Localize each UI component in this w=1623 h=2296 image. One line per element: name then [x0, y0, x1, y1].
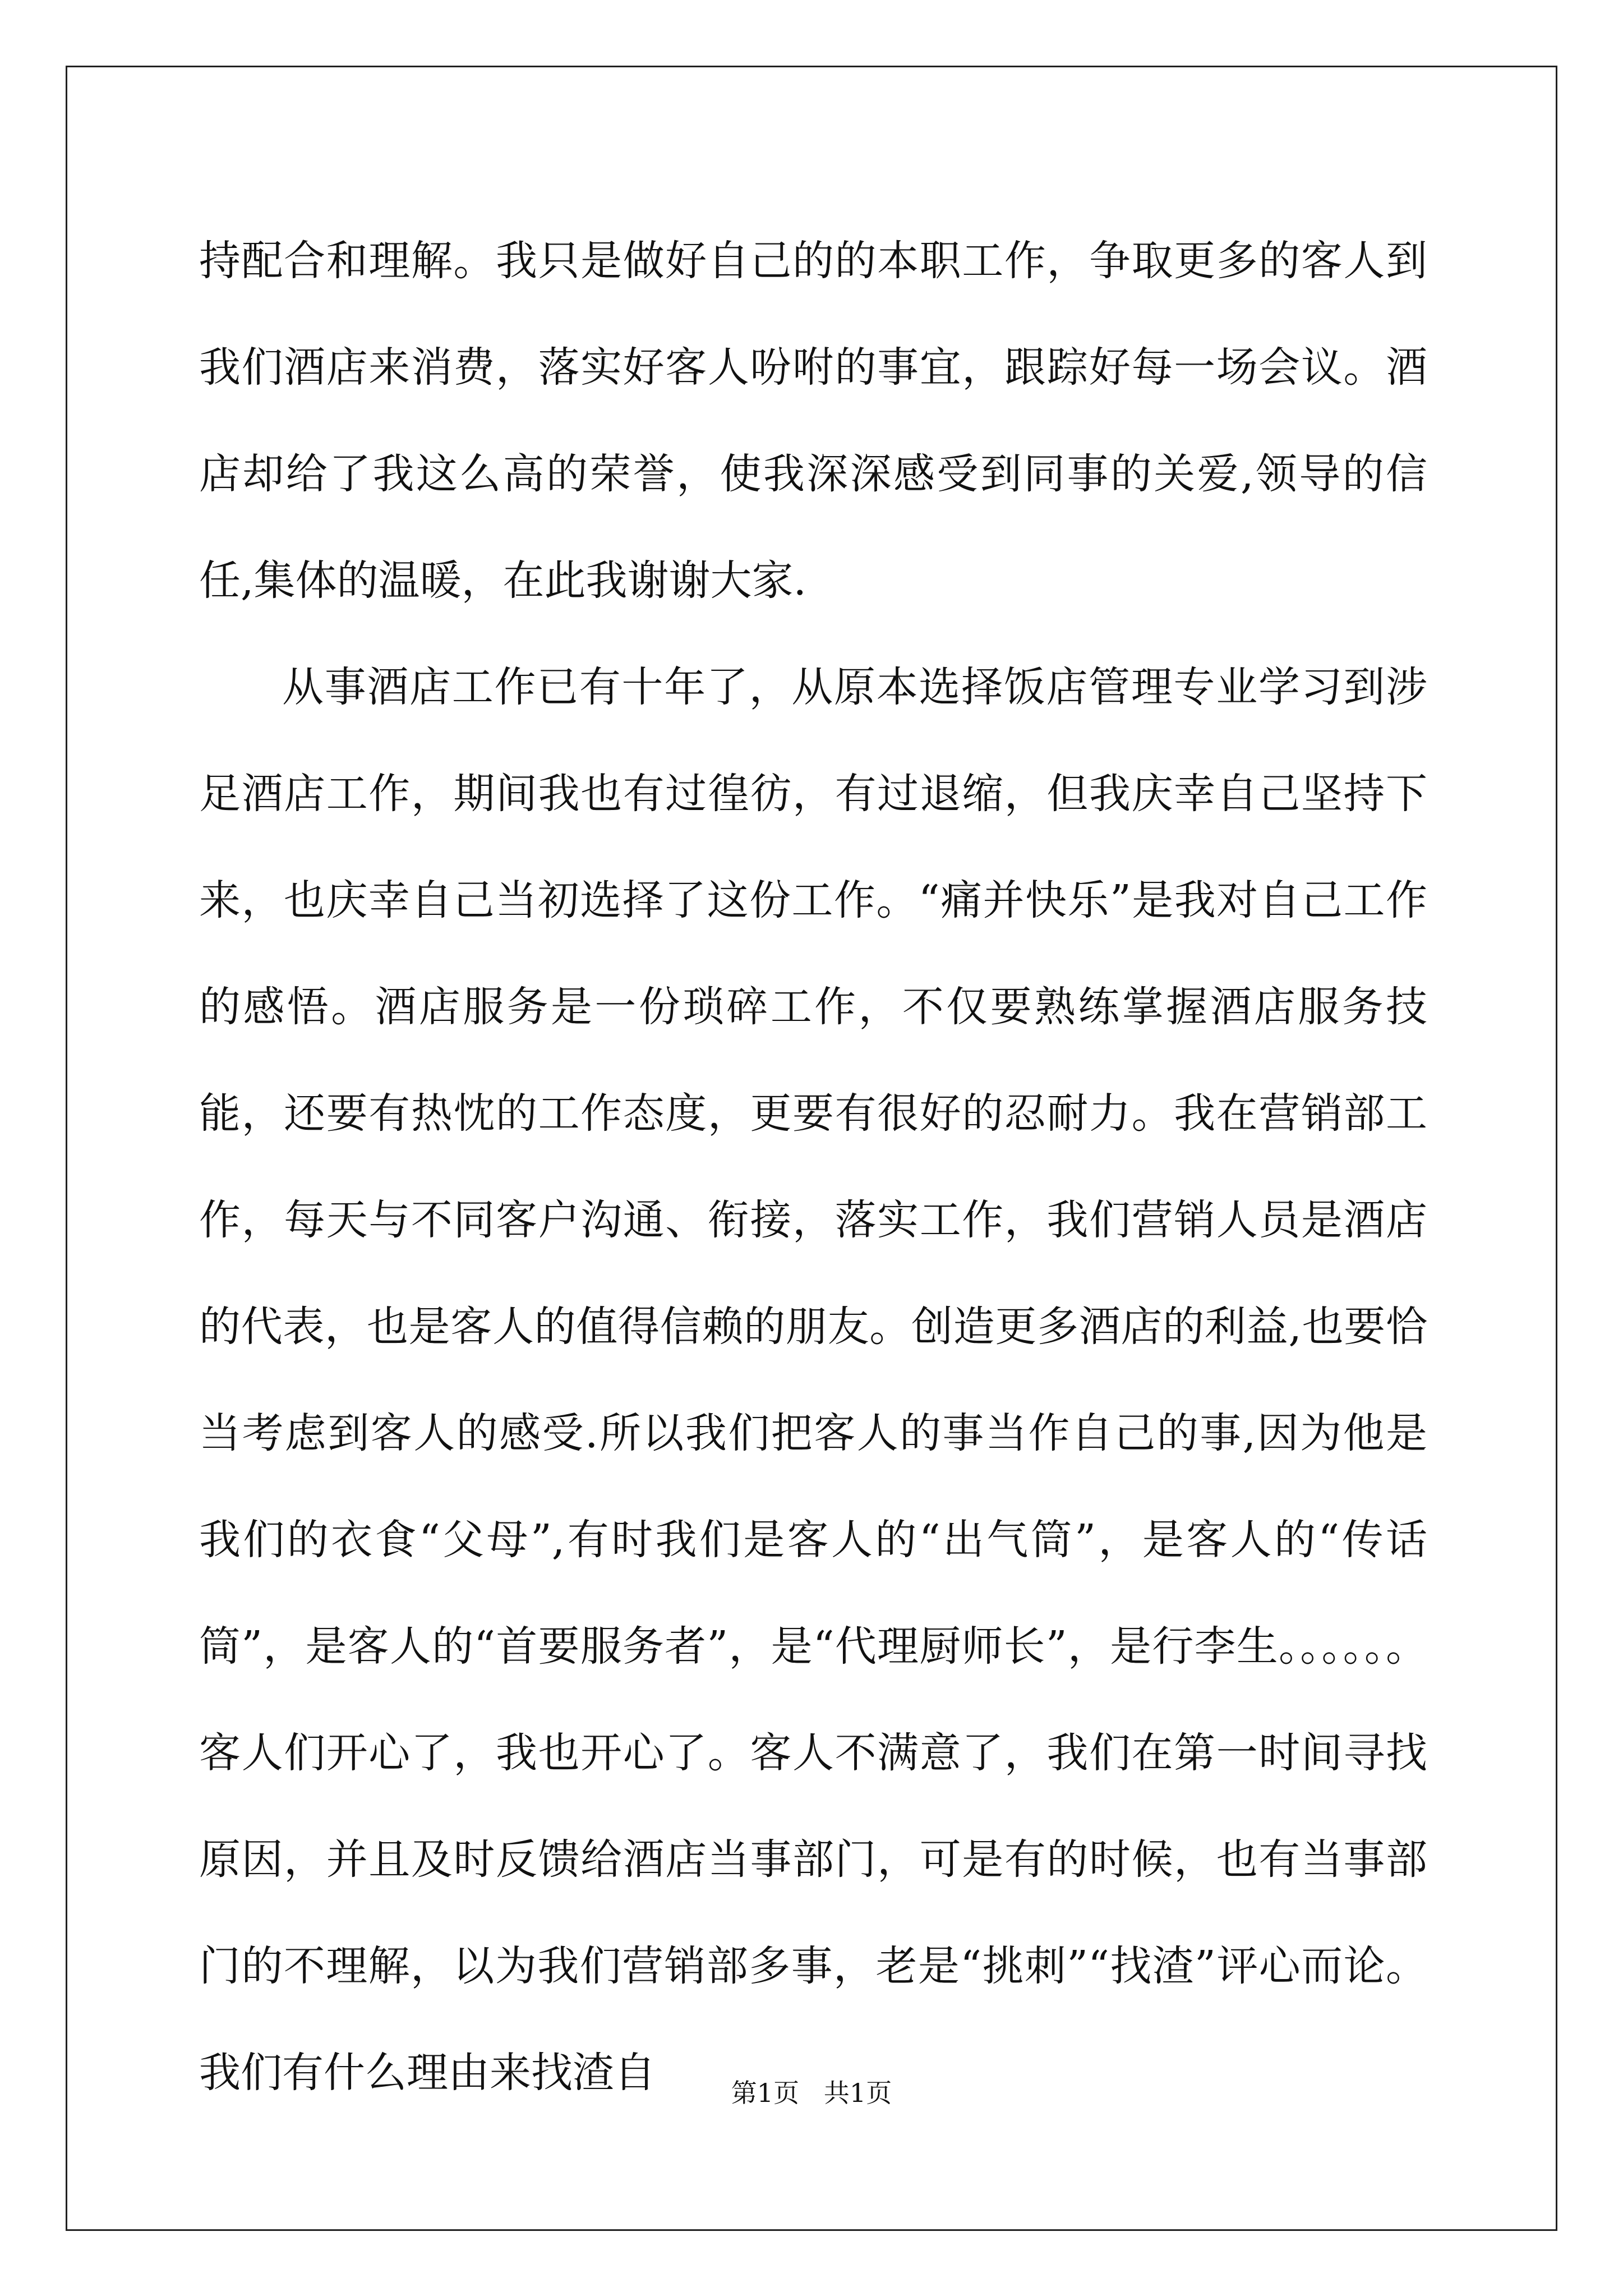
paragraph-2: 从事酒店工作已有十年了，从原本选择饭店管理专业学习到涉足酒店工作，期间我也有过徨彷，有过退缩，但我庆幸自己坚持下来，也庆幸自己当初选择了这份工作。“痛并快乐”是我对自己工作的感悟。酒店服务是一份琐碎工作，不仅要熟练掌握酒店服务技能，还要有热忱的工作态度，更要有很好的忍耐力。我在营销部工作，每天与不同客户沟通、衔接，落实工作，我们营销人员是酒店的代表，也是客人的值得信赖的朋友。创造更多酒店的利益,也要恰当考虑到客人的感受.所以我们把客人的事当作自己的事,因为他是我们的衣食“父母”,有时我们是客人的“出气筒”，是客人的“传话筒”，是客人的“首要服务者”，是“代理厨师长”，是行李生。。。。。。客人们开心了，我也开心了。客人不满意了，我们在第一时间寻找原因，并且及时反馈给酒店当事部门，可是有的时候，也有当事部门的不理解，以为我们营销部多事，老是“挑刺”“找渣”评心而论。我们有什么理由来找渣自: [199, 663, 1427, 2097]
page-footer: 第1页 共1页: [731, 2078, 892, 2108]
paragraph-1: 持配合和理解。我只是做好自己的的本职工作，争取更多的客人到我们酒店来消费，落实好客人吩咐的事宜，跟踪好每一场会议。酒店却给了我这么高的荣誉，使我深深感受到同事的关爱,领导的信任,集体的温暖，在此我谢谢大家.: [199, 237, 1427, 605]
document-body: [199, 208, 1427, 2126]
